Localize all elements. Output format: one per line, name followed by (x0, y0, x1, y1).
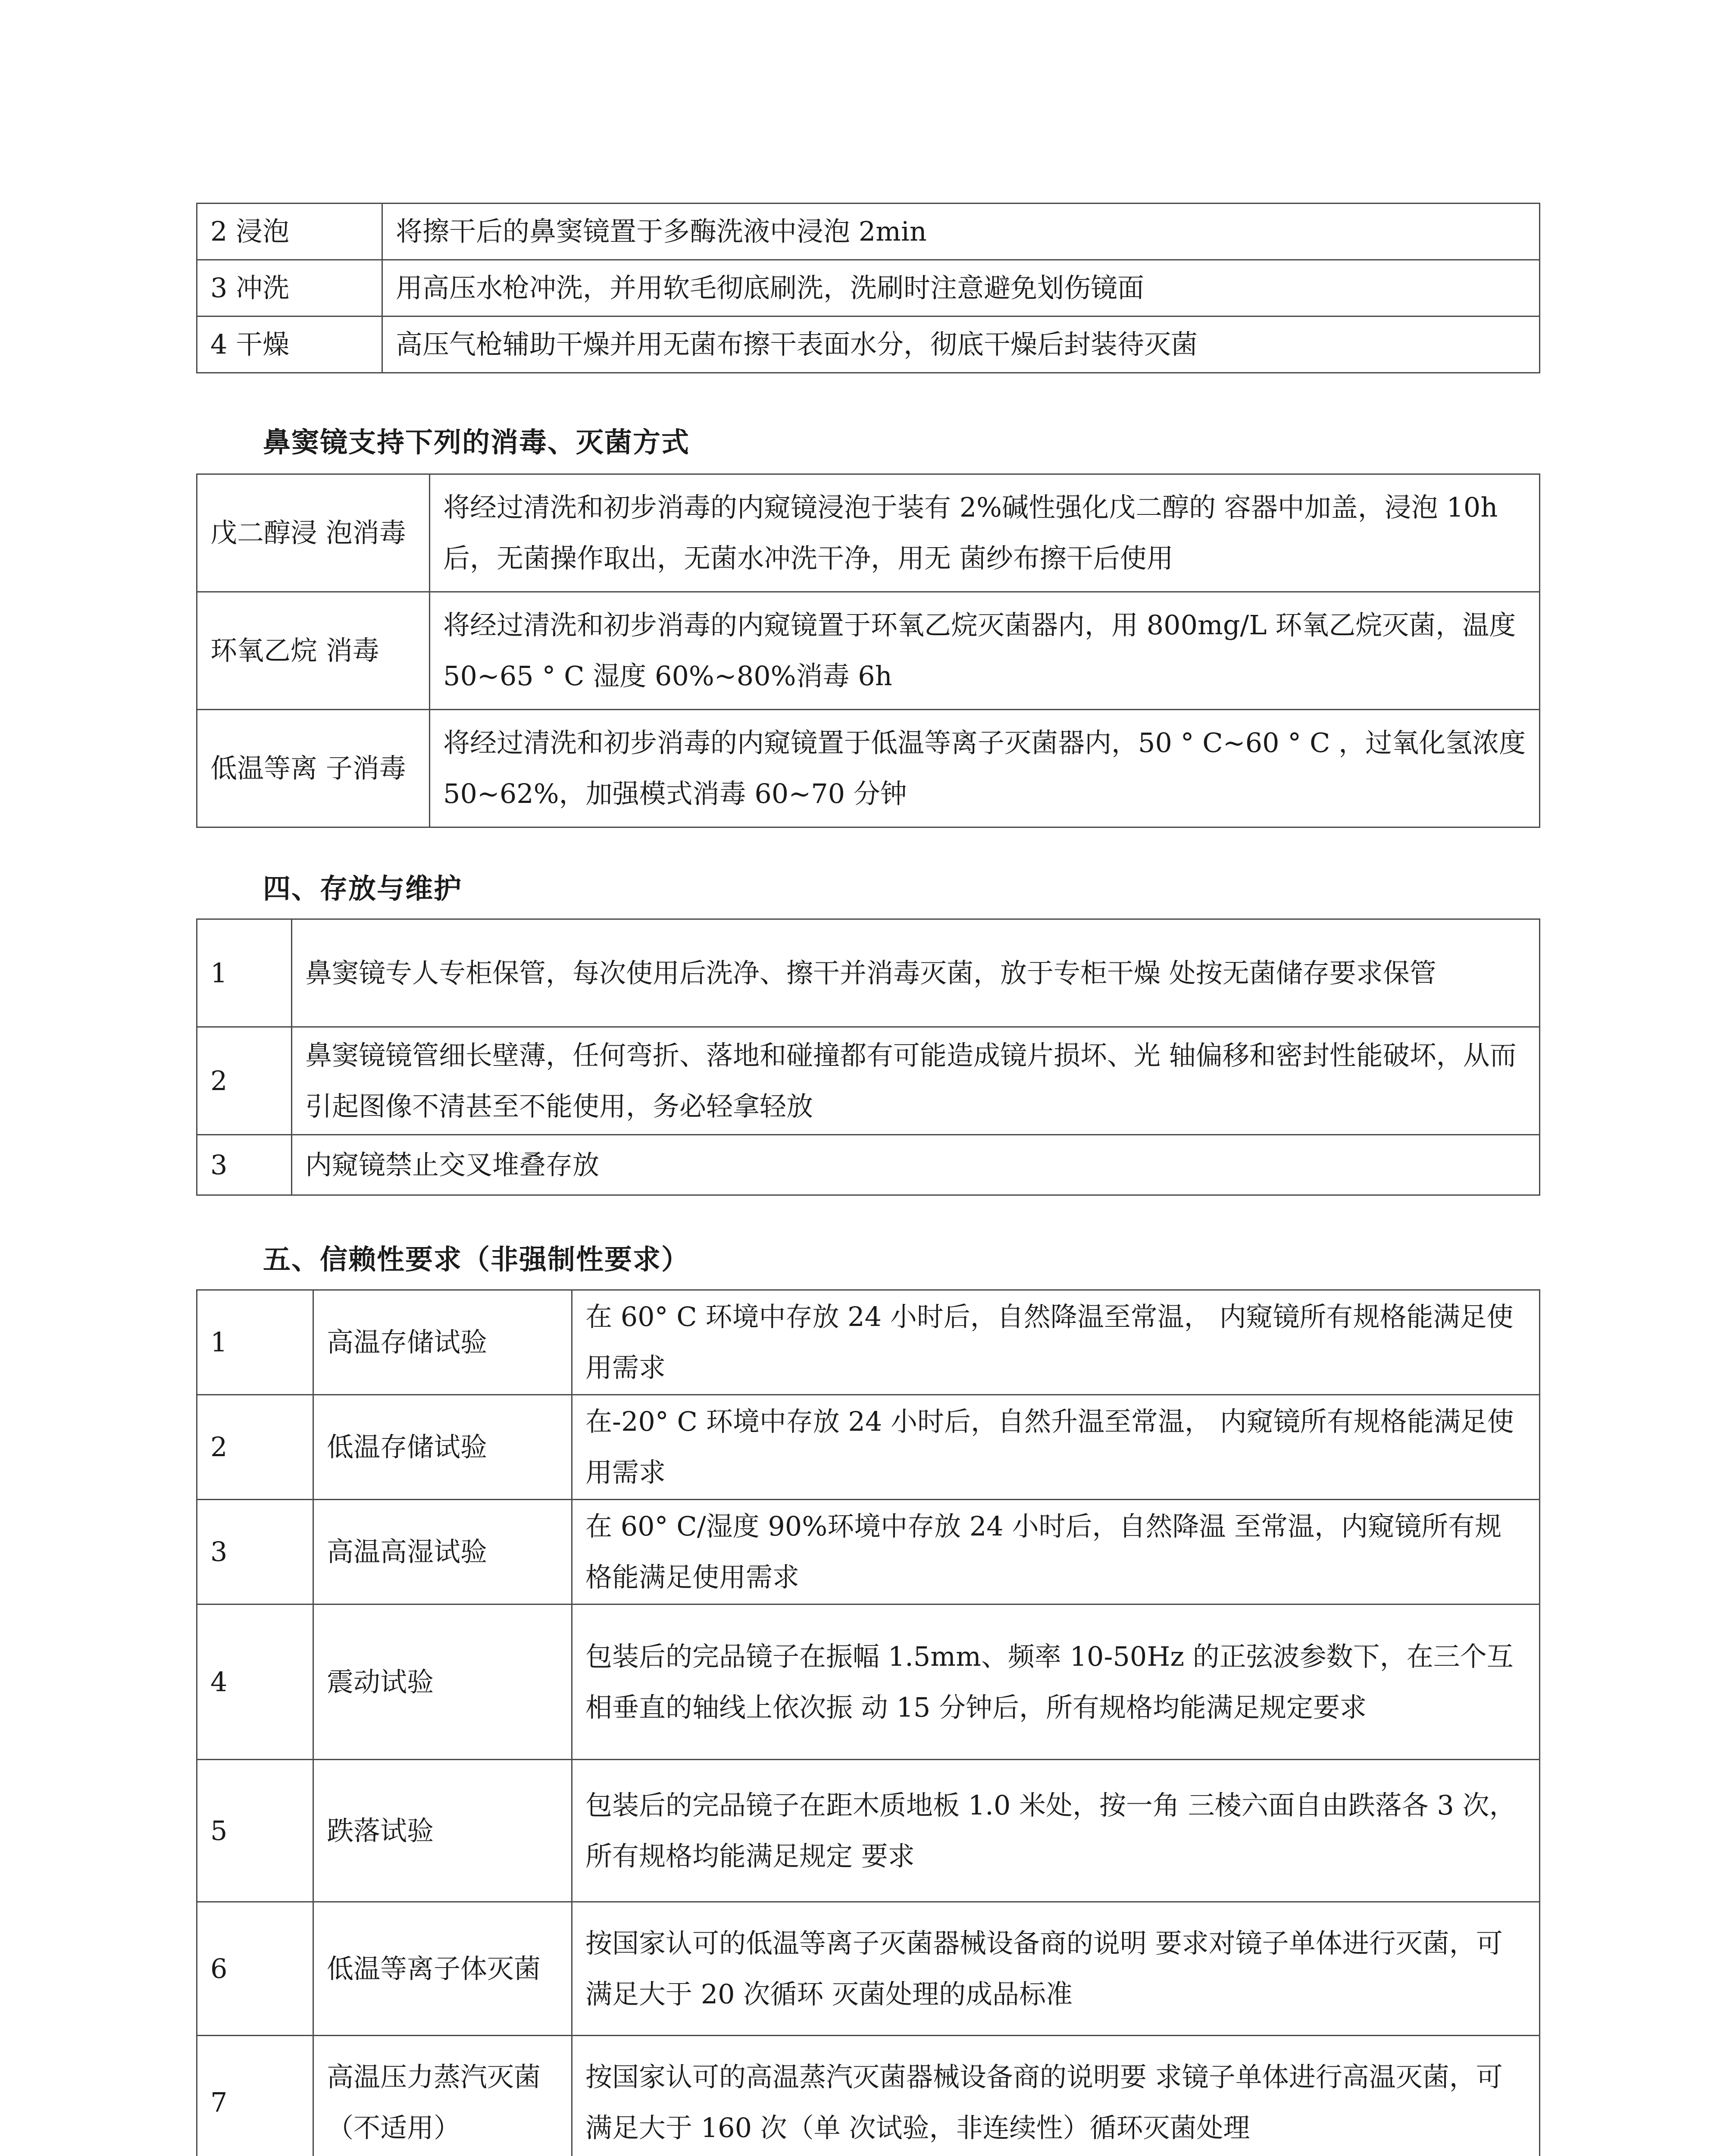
table-row (197, 1604, 1540, 1760)
test-name-cell: 震动试验 (313, 1604, 572, 1760)
test-name-cell: 高温高湿试验 (313, 1500, 572, 1604)
test-name-cell: 低温等离子体灭菌 (313, 1902, 572, 2036)
row-number: 4 (197, 1604, 313, 1760)
method-desc-cell: 将经过清洗和初步消毒的内窥镜浸泡于装有 2%碱性强化戊二醇的 容器中加盖，浸泡 10h 后，无菌操作取出，无菌水冲洗干净，用无 菌纱布擦干后使用 (430, 474, 1540, 592)
test-desc-cell: 包装后的完品镜子在距木质地板 1.0 米处，按一角 三棱六面自由跌落各 3 次，所有规格均能满足规定 要求 (572, 1760, 1540, 1902)
test-name-cell: 高温存储试验 (313, 1290, 572, 1395)
method-cell: 低温等离 子消毒 (197, 710, 430, 827)
table-row (197, 260, 1540, 317)
storage-desc-cell: 鼻窦镜镜管细长壁薄，任何弯折、落地和碰撞都有可能造成镜片损坏、光 轴偏移和密封性能破坏，从而引起图像不清甚至不能使用，务必轻拿轻放 (292, 1027, 1540, 1135)
row-number: 2 (197, 1027, 292, 1135)
table-row (197, 204, 1540, 260)
step-desc-cell: 高压气枪辅助干燥并用无菌布擦干表面水分，彻底干燥后封装待灭菌 (382, 317, 1540, 373)
step-cell: 4 干燥 (197, 317, 382, 373)
test-desc-cell: 包装后的完品镜子在振幅 1.5mm、频率 10-50Hz 的正弦波参数下，在三个互相垂直的轴线上依次振 动 15 分钟后，所有规格均能满足规定要求 (572, 1604, 1540, 1760)
test-desc-cell: 在 60° C 环境中存放 24 小时后，自然降温至常温， 内窥镜所有规格能满足使用需求 (572, 1290, 1540, 1395)
table-row (197, 919, 1540, 1027)
reliability-heading: 五、信赖性要求（非强制性要求） (263, 1244, 690, 1276)
table-row (197, 1395, 1540, 1500)
table-row (197, 592, 1540, 710)
storage-desc-cell: 鼻窦镜专人专柜保管，每次使用后洗净、擦干并消毒灭菌，放于专柜干燥 处按无菌储存要求保管 (292, 919, 1540, 1027)
table-row (197, 474, 1540, 592)
table-row (197, 1902, 1540, 2036)
test-name-cell: 高温压力蒸汽灭菌（不适用） (313, 2036, 572, 2156)
row-number: 1 (197, 919, 292, 1027)
step-desc-cell: 将擦干后的鼻窦镜置于多酶洗液中浸泡 2min (382, 204, 1540, 260)
table-row (197, 1290, 1540, 1395)
table-row (197, 317, 1540, 373)
row-number: 3 (197, 1135, 292, 1195)
test-desc-cell: 按国家认可的低温等离子灭菌器械设备商的说明 要求对镜子单体进行灭菌，可满足大于 20 次循环 灭菌处理的成品标准 (572, 1902, 1540, 2036)
row-number: 5 (197, 1760, 313, 1902)
test-name-cell: 低温存储试验 (313, 1395, 572, 1500)
test-desc-cell: 在 60° C/湿度 90%环境中存放 24 小时后，自然降温 至常温，内窥镜所有规格能满足使用需求 (572, 1500, 1540, 1604)
disinfection-table (196, 473, 1540, 828)
row-number: 6 (197, 1902, 313, 2036)
method-cell: 环氧乙烷 消毒 (197, 592, 430, 710)
test-desc-cell: 在-20° C 环境中存放 24 小时后，自然升温至常温， 内窥镜所有规格能满足使用需求 (572, 1395, 1540, 1500)
method-desc-cell: 将经过清洗和初步消毒的内窥镜置于环氧乙烷灭菌器内，用 800mg/L 环氧乙烷灭菌，温度 50~65 ° C 湿度 60%~80%消毒 6h (430, 592, 1540, 710)
storage-heading: 四、存放与维护 (263, 873, 462, 905)
row-number: 7 (197, 2036, 313, 2156)
step-desc-cell: 用高压水枪冲洗，并用软毛彻底刷洗，洗刷时注意避免划伤镜面 (382, 260, 1540, 317)
table-row (197, 2036, 1540, 2156)
method-desc-cell: 将经过清洗和初步消毒的内窥镜置于低温等离子灭菌器内，50 ° C~60 ° C ，过氧化氢浓度 50~62%，加强模式消毒 60~70 分钟 (430, 710, 1540, 827)
row-number: 3 (197, 1500, 313, 1604)
test-name-cell: 跌落试验 (313, 1760, 572, 1902)
table-row (197, 1500, 1540, 1604)
row-number: 1 (197, 1290, 313, 1395)
table-row (197, 1760, 1540, 1902)
test-desc-cell: 按国家认可的高温蒸汽灭菌器械设备商的说明要 求镜子单体进行高温灭菌，可满足大于 160 次（单 次试验，非连续性）循环灭菌处理 (572, 2036, 1540, 2156)
cleaning-steps-table (196, 203, 1540, 373)
disinfection-heading: 鼻窦镜支持下列的消毒、灭菌方式 (263, 427, 690, 459)
table-row (197, 710, 1540, 827)
method-cell: 戊二醇浸 泡消毒 (197, 474, 430, 592)
reliability-table (196, 1289, 1540, 2156)
table-row (197, 1135, 1540, 1195)
step-cell: 2 浸泡 (197, 204, 382, 260)
step-cell: 3 冲洗 (197, 260, 382, 317)
row-number: 2 (197, 1395, 313, 1500)
table-row (197, 1027, 1540, 1135)
storage-desc-cell: 内窥镜禁止交叉堆叠存放 (292, 1135, 1540, 1195)
storage-table (196, 918, 1540, 1196)
